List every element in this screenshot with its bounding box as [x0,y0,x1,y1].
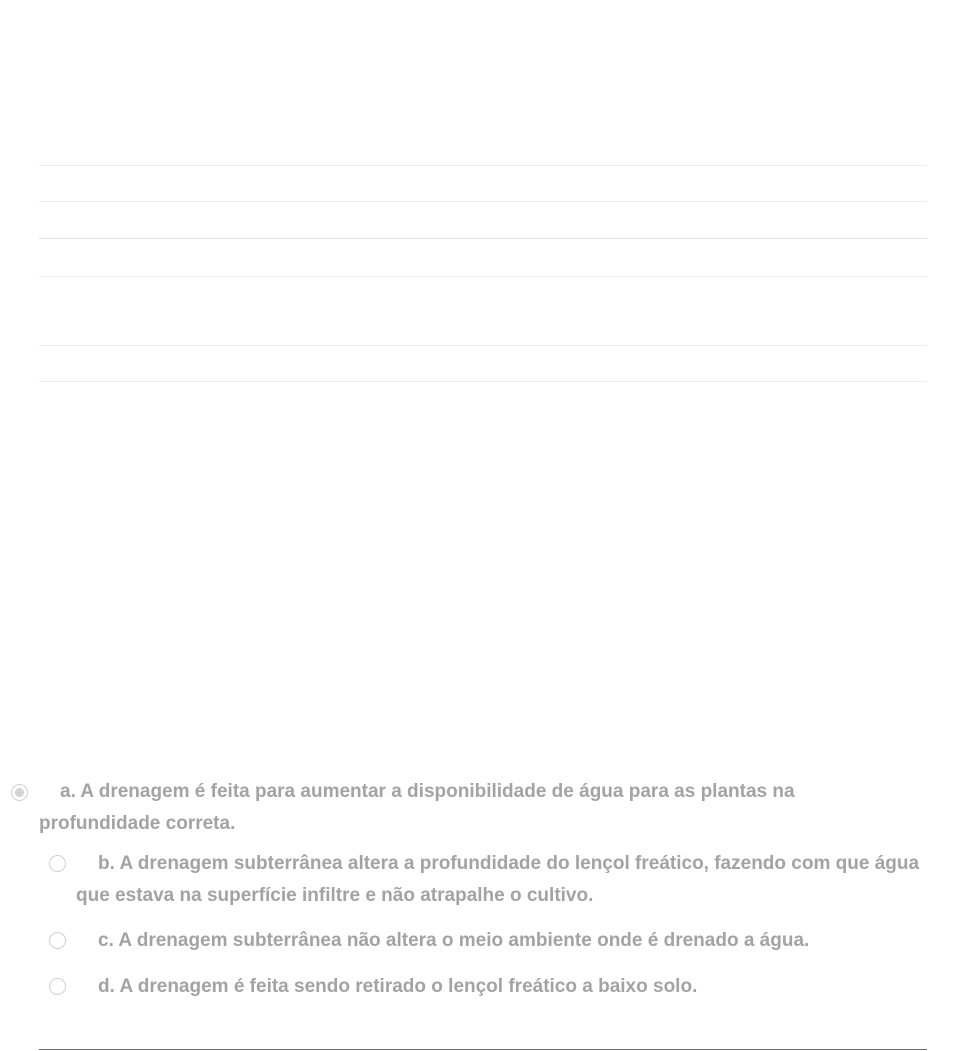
divider [39,345,927,346]
radio-button-c[interactable] [49,932,66,949]
divider [39,238,927,239]
answer-option-a[interactable] [39,776,919,840]
radio-button-b[interactable] [49,855,66,872]
divider [39,165,927,166]
divider [39,201,927,202]
answer-option-b-label: b. A drenagem subterrânea altera a profundidade do lençol freático, fazendo com que água que estava na superfície infiltre e não atrapalhe o cultivo. [76,853,920,906]
answer-option-c-label: c. A drenagem subterrânea não altera o meio ambiente onde é drenado a água. [98,930,810,951]
radio-button-a[interactable] [11,784,28,801]
answer-option-a-label: a. A drenagem é feita para aumentar a disponibilidade de água para as plantas na profundidade correta. [39,781,795,834]
divider [39,276,927,277]
answer-option-d-label: d. A drenagem é feita sendo retirado o lençol freático a baixo solo. [98,976,698,997]
answer-option-c[interactable] [76,925,936,957]
answer-option-d[interactable] [76,971,936,1003]
answer-option-b[interactable] [76,848,936,912]
radio-button-d[interactable] [49,978,66,995]
section-divider [39,1049,927,1050]
divider [39,381,927,382]
